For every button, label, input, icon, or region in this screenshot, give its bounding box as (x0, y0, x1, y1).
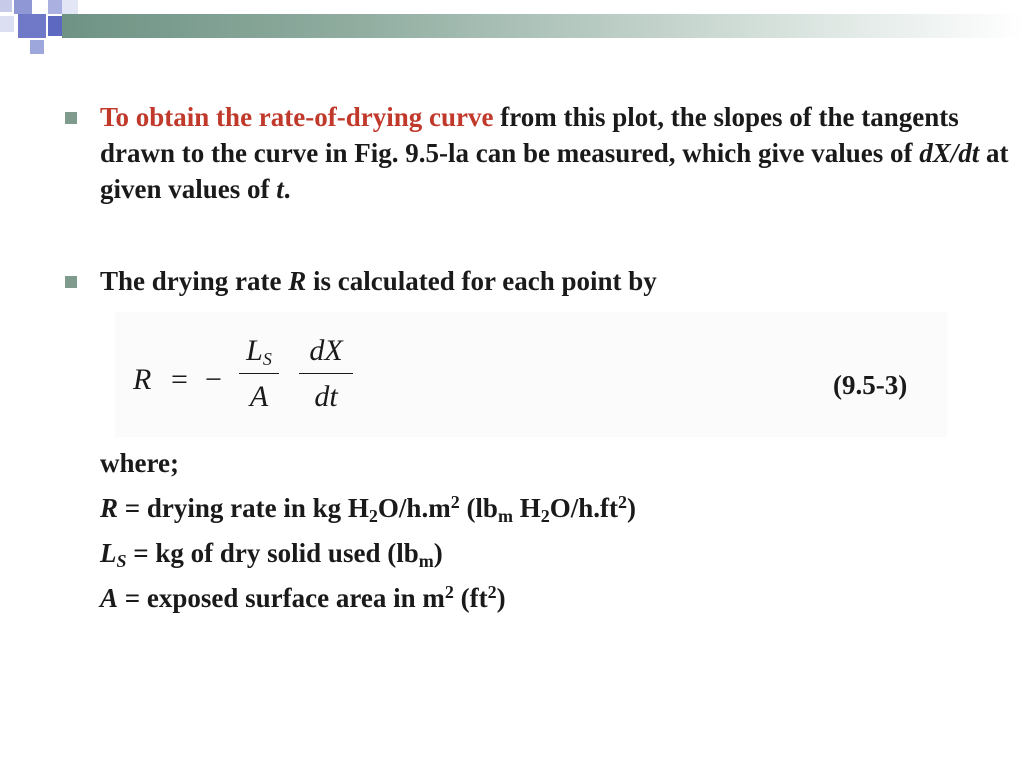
deco-square (48, 0, 62, 14)
deco-square (62, 0, 78, 14)
def-R-text: O/h.m (377, 493, 451, 523)
frac1-numerator-sub: S (262, 349, 272, 369)
bullet-2-text (100, 263, 1015, 299)
bullet-square-icon (65, 112, 77, 124)
frac2-numerator: dX (309, 334, 343, 367)
def-R-text: ) (626, 493, 636, 523)
t-symbol: t (276, 174, 284, 204)
dxdt-symbol: dX/dt (919, 138, 980, 168)
definition-LS (100, 535, 443, 579)
highlight-phrase: To obtain the rate-of-drying curve (100, 102, 494, 132)
def-A-text: (ft (453, 583, 488, 613)
deco-square (48, 16, 62, 36)
equation-lhs: R (133, 363, 152, 396)
equation-number: (9.5-3) (833, 370, 908, 400)
def-R-sub: m (497, 506, 513, 526)
def-R-sup: 2 (450, 492, 460, 512)
frac1-denominator: A (249, 380, 269, 413)
deco-square (18, 14, 46, 38)
def-LS-sub: m (418, 551, 434, 571)
deco-square (0, 16, 14, 32)
def-R-sub: 2 (540, 506, 550, 526)
def-R-text: O/h.ft (549, 493, 618, 523)
equation-equals: = (171, 363, 188, 396)
header-gradient-bar (62, 14, 1024, 38)
equation-minus: − (205, 363, 222, 396)
def-R-text: H (512, 493, 541, 523)
definition-A (100, 580, 506, 616)
deco-square (14, 0, 32, 14)
def-R-sub: 2 (368, 506, 378, 526)
equation-image (115, 312, 947, 437)
deco-square (0, 0, 12, 12)
def-R-symbol: R (100, 493, 119, 523)
bullet-1-text (100, 99, 1015, 207)
bullet-2-body-2: is calculated for each point by (306, 266, 657, 296)
def-LS-text: ) (433, 538, 443, 568)
deco-square (30, 40, 44, 54)
fraction-ls-over-a (239, 332, 279, 415)
bullet-1-body: from this plot, the slopes of the tangents drawn to the curve in Fig. 9.5-la can be measured, which give values of (100, 102, 959, 168)
definition-R (100, 490, 636, 534)
def-R-text: = drying rate in kg H (118, 493, 369, 523)
frac2-denominator: dt (314, 380, 338, 413)
def-LS-symbol-sub: S (116, 551, 127, 571)
fraction-bar (239, 373, 279, 374)
bullet-1-body-2: at given values of (100, 138, 1009, 204)
fraction-bar (299, 373, 353, 374)
def-A-sup: 2 (487, 582, 497, 602)
def-A-text: ) (496, 583, 506, 613)
bullet-square-icon (65, 276, 77, 288)
def-A-text: = exposed surface area in m (118, 583, 445, 613)
fraction-dx-over-dt (299, 332, 353, 415)
def-A-sup: 2 (444, 582, 454, 602)
def-LS-symbol: L (100, 538, 117, 568)
where-label: where; (100, 448, 179, 478)
header-decoration (0, 0, 1024, 60)
def-R-text: (lb (459, 493, 498, 523)
bullet-2-body: The drying rate (100, 266, 289, 296)
def-LS-text: = kg of dry solid used (lb (126, 538, 419, 568)
def-A-symbol: A (100, 583, 119, 613)
bullet-1-end: . (283, 174, 291, 204)
R-symbol: R (288, 266, 307, 296)
frac1-numerator: L (246, 334, 263, 367)
def-R-sup: 2 (617, 492, 627, 512)
